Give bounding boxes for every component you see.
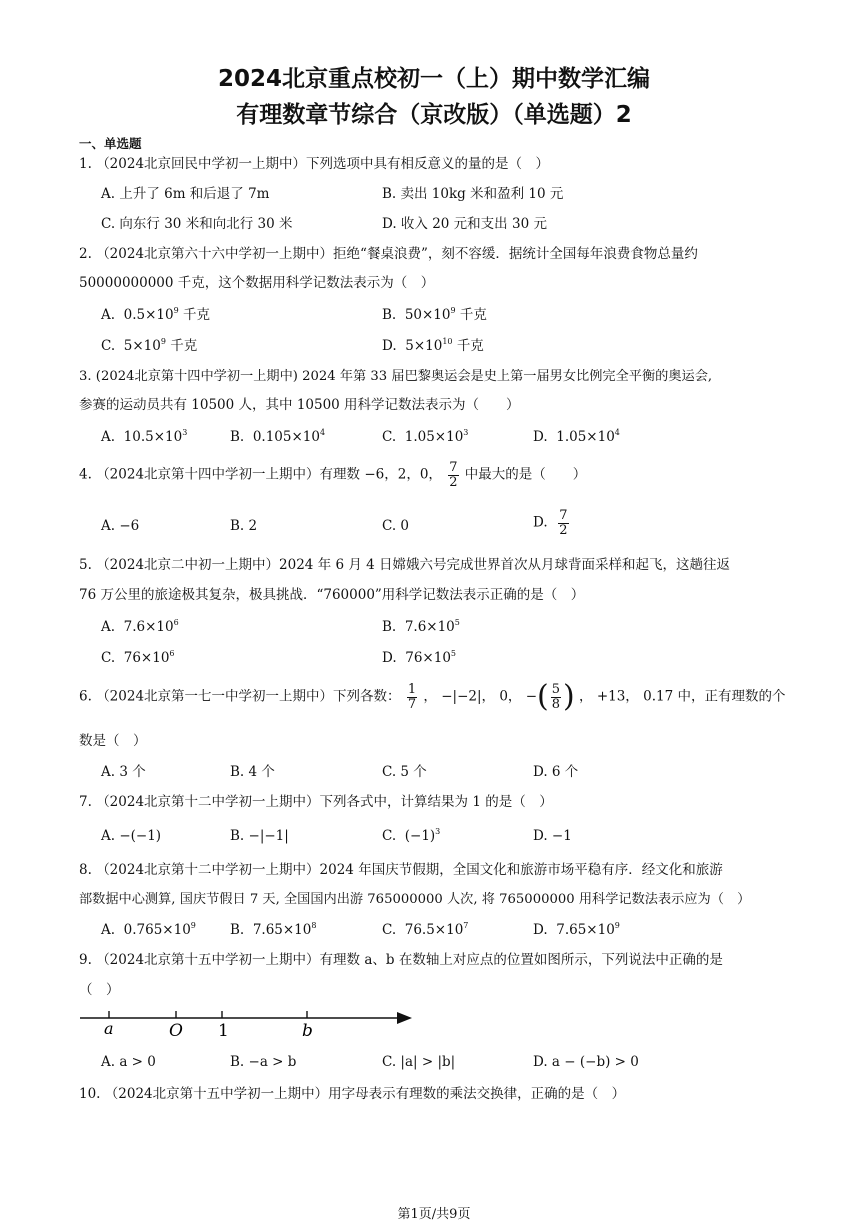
axis-label-o: O [169, 1021, 183, 1041]
q6-fraction-1: $\frac{1}{7}$ [407, 681, 417, 712]
q3-option-c: C. $1.05\times 10^3$ [382, 428, 469, 445]
axis-label-a: a [104, 1019, 114, 1038]
question-6: 6. （2024北京第一七一中学初一上期中）下列各数： $\frac{1}{7}$ ， −|−2|， 0， −( $\frac{5}{8}$ ) ， +13， 0.17 中，正有理数的个 [79, 679, 786, 714]
q3-number: 3. [79, 369, 92, 384]
q7-option-a: A. −(−1) [101, 828, 162, 844]
q1-option-c: C. 向东行 30 米和向北行 30 米 [101, 216, 293, 232]
q1-option-b: B. 卖出 10kg 米和盈利 10 元 [382, 186, 564, 202]
q3-option-d: D. $1.05\times 10^4$ [533, 428, 620, 445]
q6-option-d: D. 6 个 [533, 764, 579, 780]
q2-text-line2: 50000000000 千克，这个数据用科学记数法表示为（ ） [79, 275, 435, 291]
q4-number: 4. [79, 466, 92, 483]
q4-fraction: $\frac{7}{2}$ [449, 460, 458, 490]
q2-text: （2024北京第六十六中学初一上期中）拒绝“餐桌浪费”，刻不容缓．据统计全国每年浪费食物总量约 [96, 246, 698, 262]
q3-option-b: B. $0.105\times 10^4$ [230, 428, 326, 445]
q9-text-line2: （ ） [79, 982, 120, 998]
q6-option-b: B. 4 个 [230, 764, 275, 780]
q5-option-d: D. $76\times 10^5$ [382, 649, 456, 666]
page-footer: 第1页/共9页 [397, 1207, 471, 1222]
doc-title-line2: 有理数章节综合（京改版）（单选题）2 [236, 102, 632, 128]
q4-text-pre: （2024北京第十四中学初一上期中）有理数 −6，2，0， [96, 466, 442, 483]
q4-option-d: D. $\frac{7}{2}$ [533, 508, 568, 538]
axis-label-b: b [302, 1021, 313, 1041]
q5-option-a: A. $7.6\times 10^6$ [101, 618, 179, 635]
q3-option-a: A. $10.5\times 10^3$ [101, 428, 188, 445]
question-10 [79, 1088, 625, 1102]
q2-number: 2. [79, 246, 92, 262]
section-heading: 一、单选题 [79, 136, 142, 151]
q6-text-line2: 数是（ ） [79, 733, 147, 749]
q10-text: （2024北京第十五中学初一上期中）用字母表示有理数的乘法交换律，正确的是（ ） [104, 1086, 626, 1102]
q2-option-a: A. $0.5\times 10^9$ 千克 [101, 306, 210, 323]
q6-text-pre: （2024北京第一七一中学初一上期中）下列各数： [96, 688, 401, 705]
q1-option-d: D. 收入 20 元和支出 30 元 [382, 216, 547, 232]
q6-option-a: A. 3 个 [101, 764, 146, 780]
q2-option-c: C. $5\times 10^9$ 千克 [101, 337, 198, 354]
q6-fraction-2: $\frac{5}{8}$ [551, 681, 561, 712]
q1-number: 1. [79, 156, 92, 172]
q7-option-c: C. $(-1)^3$ [382, 827, 441, 844]
q5-option-c: C. $76\times 10^6$ [101, 649, 175, 666]
q9-number: 9. [79, 952, 92, 968]
q2-option-b: B. $50\times 10^9$ 千克 [382, 306, 487, 323]
q1-text: （2024北京回民中学初一上期中）下列选项中具有相反意义的量的是（ ） [96, 156, 550, 172]
q6-number: 6. [79, 688, 92, 705]
q9-option-a: A. a > 0 [101, 1054, 156, 1070]
q9-option-d: D. a − (−b) > 0 [533, 1054, 639, 1070]
q7-number: 7. [79, 794, 92, 810]
q5-text: （2024北京二中初一上期中）2024 年 6 月 4 日嫦娥六号完成世界首次从月球背面采样和起飞，这趟往返 [96, 557, 731, 573]
q1-option-a: A. 上升了 6m 和后退了 7m [101, 186, 270, 202]
q4-option-a: A. −6 [101, 518, 140, 534]
q2-option-d: D. $5\times 10^{10}$ 千克 [382, 337, 484, 354]
q9-option-c: C. |a| > |b| [382, 1054, 456, 1070]
q5-text-line2: 76 万公里的旅途极其复杂，极具挑战．“760000”用科学记数法表示正确的是（ ） [79, 587, 585, 603]
q8-option-d: D. $7.65\times 10^9$ [533, 921, 620, 938]
q8-option-b: B. $7.65\times 10^8$ [230, 921, 317, 938]
q8-option-a: A. $0.765\times 10^9$ [101, 921, 196, 938]
q7-text: （2024北京第十二中学初一上期中）下列各式中，计算结果为 1 的是（ ） [96, 794, 553, 810]
q4-option-b: B. 2 [230, 518, 258, 534]
q6-text-mid: ， −|−2|， 0， − [423, 688, 538, 705]
q6-text-post: ， +13， 0.17 中，正有理数的个 [579, 688, 786, 705]
q5-option-b: B. $7.6\times 10^5$ [382, 618, 460, 635]
q8-option-c: C. $76.5\times 10^7$ [382, 921, 469, 938]
q8-number: 8. [79, 862, 92, 878]
q9-text: （2024北京第十五中学初一上期中）有理数 a、b 在数轴上对应点的位置如图所示，下列说法中正确的是 [96, 952, 723, 968]
q10-number: 10. [79, 1086, 101, 1102]
q3-text-line2: 参赛的运动员共有 10500 人，其中 10500 用科学记数法表示为（ ） [79, 397, 520, 413]
arrow-head-icon [397, 1012, 412, 1024]
q4-option-c: C. 0 [382, 518, 410, 534]
q5-number: 5. [79, 557, 92, 573]
q7-option-d: D. −1 [533, 828, 572, 844]
q6-option-c: C. 5 个 [382, 764, 427, 780]
q8-text: （2024北京第十二中学初一上期中）2024 年国庆节假期，全国文化和旅游市场平稳有序．经文化和旅游 [96, 862, 723, 878]
axis-label-1: 1 [218, 1021, 229, 1041]
q8-text-line2: 部数据中心测算, 国庆节假日 7 天, 全国国内出游 765000000 人次, 将 765000000 用科学记数法表示应为（ ） [79, 892, 751, 907]
doc-title-line1: 2024北京重点校初一（上）期中数学汇编 [217, 66, 650, 92]
q3-text: (2024北京第十四中学初一上期中) 2024 年第 33 届巴黎奥运会是史上第一届男女比例完全平衡的奥运会, [95, 369, 713, 384]
q9-option-b: B. −a > b [230, 1054, 297, 1070]
q4-text-post: 中最大的是（ ） [464, 466, 587, 483]
q7-option-b: B. −|−1| [230, 828, 289, 844]
